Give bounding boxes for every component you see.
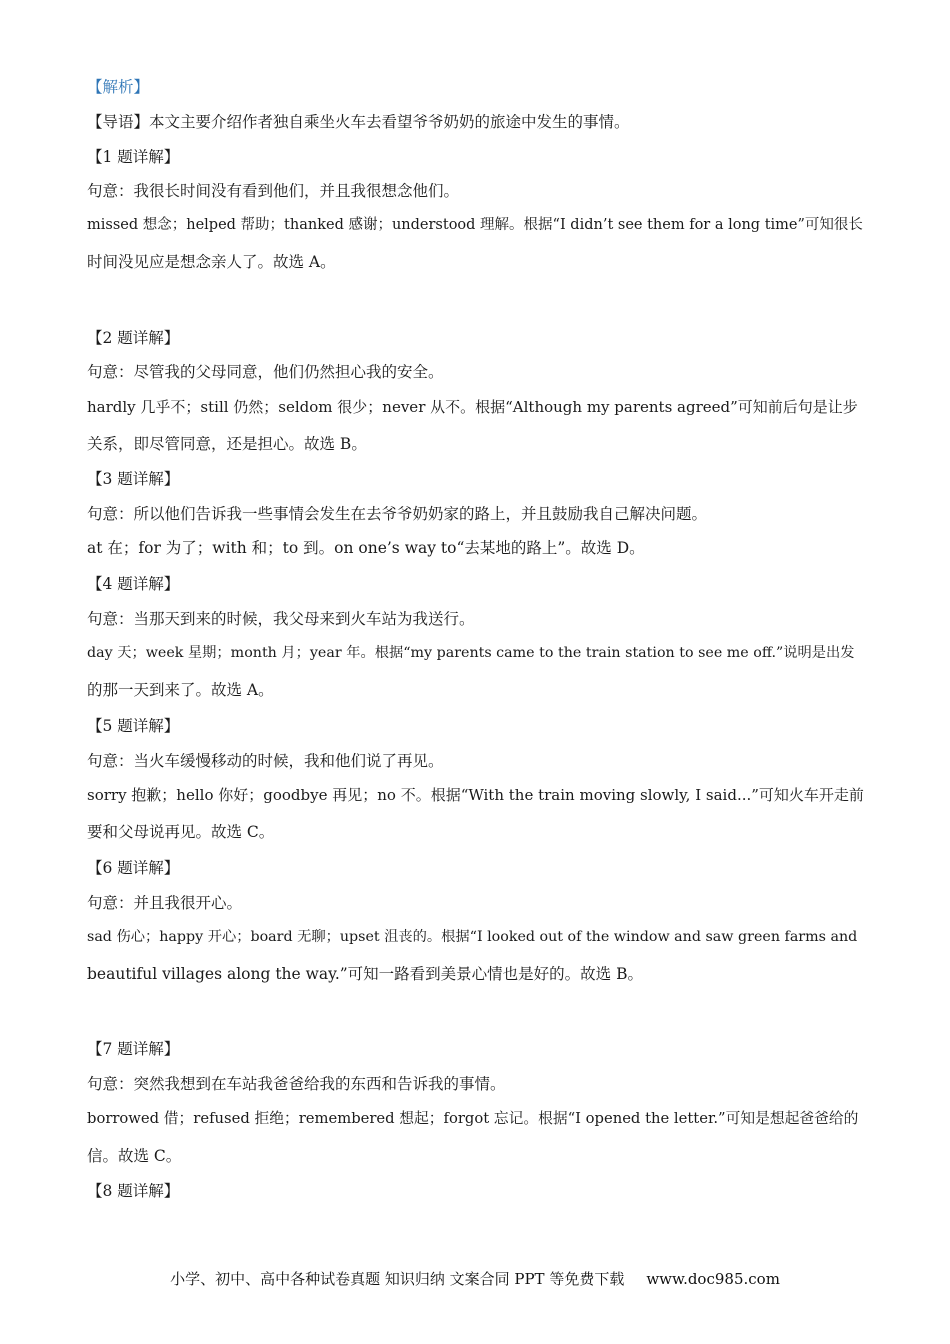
q7-explanation-line1: borrowed 借；refused 拒绝；remembered 想起；forgot 忘记。根据“I opened the letter.”可知是想起爸爸给的: [87, 1110, 859, 1127]
q3-explanation-line1: at 在；for 为了；with 和；to 到。on one’s way to“去某地的路上”。故选 D。: [87, 539, 645, 557]
q6-header: 【6 题详解】: [87, 859, 180, 877]
q4-meaning: 句意：当那天到来的时候，我父母来到火车站为我送行。: [87, 610, 475, 628]
q2-meaning: 句意：尽管我的父母同意，他们仍然担心我的安全。: [87, 363, 444, 381]
q1-explanation-line2: 时间没见应是想念亲人了。故选 A。: [87, 253, 336, 271]
q3-header: 【3 题详解】: [87, 470, 180, 488]
analysis-label: 【解析】: [87, 78, 150, 96]
page-footer: [0, 1269, 950, 1289]
q1-header: 【1 题详解】: [87, 148, 180, 166]
q6-meaning: 句意：并且我很开心。: [87, 894, 243, 912]
q7-explanation-line2: 信。故选 C。: [87, 1147, 182, 1165]
footer-slogan: 小学、初中、高中各种试卷真题 知识归纳 文案合同 PPT 等免费下载: [170, 1270, 625, 1288]
q6-explanation-line1: sad 伤心；happy 开心；board 无聊；upset 沮丧的。根据“I looked out of the window and saw green farms and: [87, 929, 858, 945]
footer-website-link[interactable]: www.doc985.com: [646, 1270, 780, 1288]
q4-header: 【4 题详解】: [87, 575, 180, 593]
q2-header: 【2 题详解】: [87, 329, 180, 347]
q3-meaning: 句意：所以他们告诉我一些事情会发生在去爷爷奶奶家的路上，并且鼓励我自己解决问题。: [87, 505, 708, 523]
q6-explanation-line2: beautiful villages along the way.”可知一路看到美景心情也是好的。故选 B。: [87, 965, 644, 983]
q5-header: 【5 题详解】: [87, 717, 180, 735]
q7-meaning: 句意：突然我想到在车站我爸爸给我的东西和告诉我的事情。: [87, 1075, 506, 1093]
q2-explanation-line1: hardly 几乎不；still 仍然；seldom 很少；never 从不。根据“Although my parents agreed”可知前后句是让步: [87, 398, 858, 416]
q1-explanation-line1: missed 想念；helped 帮助；thanked 感谢；understood 理解。根据“I didn’t see them for a long time”可知很长: [87, 217, 863, 233]
q1-meaning: 句意：我很长时间没有看到他们，并且我很想念他们。: [87, 182, 460, 200]
q8-header: 【8 题详解】: [87, 1182, 180, 1200]
q7-header: 【7 题详解】: [87, 1040, 180, 1058]
intro-paragraph: 【导语】本文主要介绍作者独自乘坐火车去看望爷爷奶奶的旅途中发生的事情。: [87, 113, 630, 131]
q2-explanation-line2: 关系，即尽管同意，还是担心。故选 B。: [87, 435, 367, 453]
q5-explanation-line2: 要和父母说再见。故选 C。: [87, 823, 275, 841]
q4-explanation-line2: 的那一天到来了。故选 A。: [87, 681, 274, 699]
q5-explanation-line1: sorry 抱歉；hello 你好；goodbye 再见；no 不。根据“With the train moving slowly, I said...”可知火车开走前: [87, 786, 864, 804]
q5-meaning: 句意：当火车缓慢移动的时候，我和他们说了再见。: [87, 752, 444, 770]
q4-explanation-line1: day 天；week 星期；month 月；year 年。根据“my parents came to the train station to see me off.”说明是出发: [87, 645, 855, 661]
